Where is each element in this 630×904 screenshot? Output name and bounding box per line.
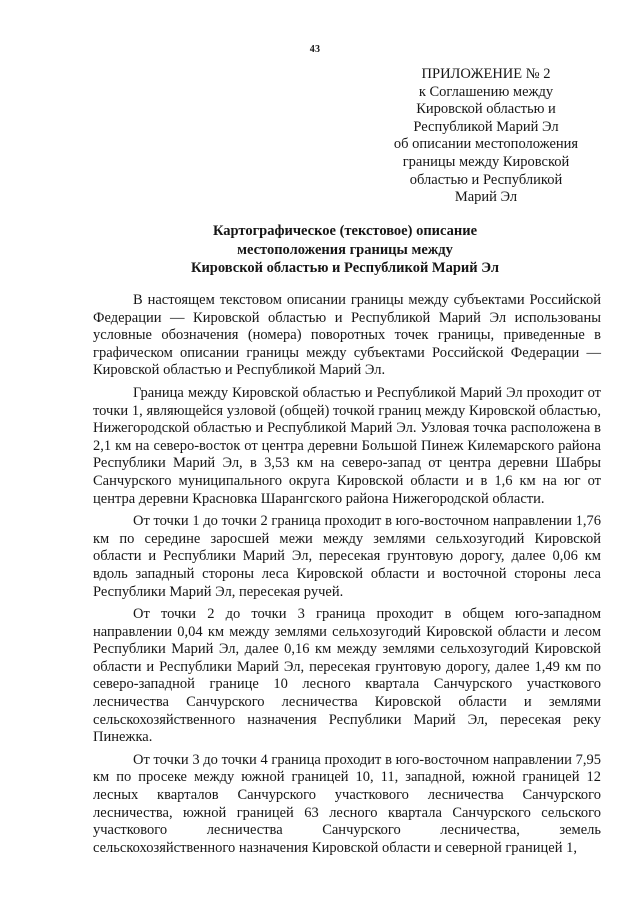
paragraph: В настоящем текстовом описании границы между субъектами Российской Федерации — Кировской областью и Республикой Марий Эл использованы условные обозначения (номера) поворотных точек границы, приведенные в графическом описании границы между субъектами Российской Федерации — Кировской областью и Республикой Марий Эл. bbox=[93, 292, 601, 379]
title-line: Картографическое (текстовое) описание bbox=[212, 223, 478, 239]
paragraph: От точки 2 до точки 3 граница проходит в общем юго-западном направлении 0,04 км между землями сельхозугодий Кировской области и лесом Республики Марий Эл, далее 0,16 км между землями сельхозугодий Кировской области и Республики Марий Эл, пересекая грунтовую дорогу, далее 1,49 км по северо-западной границе 10 лесного квартала Санчурского участкового лесничества Санчурского лесничества Кировской области и землями сельскохозяйственного назначения Республики Марий Эл, пересекая реку Пинежка. bbox=[93, 606, 601, 746]
appendix-line: к Соглашению между bbox=[418, 83, 554, 100]
appendix-line: областью и Республикой bbox=[409, 171, 563, 188]
document-body bbox=[93, 292, 601, 862]
appendix-line: Кировской областью и bbox=[416, 101, 556, 118]
paragraph: От точки 3 до точки 4 граница проходит в юго-восточном направлении 7,95 км по просеке между южной границей 10, 11, западной, южной границей 12 лесных кварталов Санчурского участкового лесничества Санчурского лесничества, южной границей 63 лесного квартала Санчурского сельского участкового лесничества Санчурского лесничества, земель сельскохозяйственного назначения Кировской области и северной границей 1, bbox=[93, 751, 601, 856]
appendix-title: ПРИЛОЖЕНИЕ № 2 bbox=[421, 66, 551, 82]
appendix-header bbox=[375, 66, 597, 207]
title-line: местоположения границы между bbox=[237, 241, 453, 258]
appendix-line: Республикой Марий Эл bbox=[413, 118, 559, 135]
appendix-line: Марий Эл bbox=[454, 189, 518, 206]
paragraph: От точки 1 до точки 2 граница проходит в юго-восточном направлении 1,76 км по середине заросшей межи между землями сельхозугодий Кировской области и Республики Марий Эл, пересекая грунтовую дорогу, далее 0,06 км вдоль западный стороны леса Кировской области и восточной стороны леса Республики Марий Эл, пересекая ручей. bbox=[93, 513, 601, 600]
document-title bbox=[90, 222, 600, 278]
page-number: 43 bbox=[309, 44, 321, 55]
paragraph: Граница между Кировской областью и Республикой Марий Эл проходит от точки 1, являющейся узловой (общей) точкой границ между Кировской областью, Нижегородской областью и Республикой Марий Эл. Узловая точка расположена в 2,1 км на северо-восток от центра деревни Большой Пинеж Килемарского района Республики Марий Эл, в 3,53 км на северо-запад от центра деревни Шабры Санчурского муниципального округа Кировской области и в 1,6 км на юг от центра деревни Красновка Шарангского района Нижегородской области. bbox=[93, 384, 601, 507]
title-line: Кировской областью и Республикой Марий Эл bbox=[190, 260, 500, 276]
appendix-line: границы между Кировской bbox=[402, 153, 570, 170]
appendix-line: об описании местоположения bbox=[393, 136, 579, 153]
